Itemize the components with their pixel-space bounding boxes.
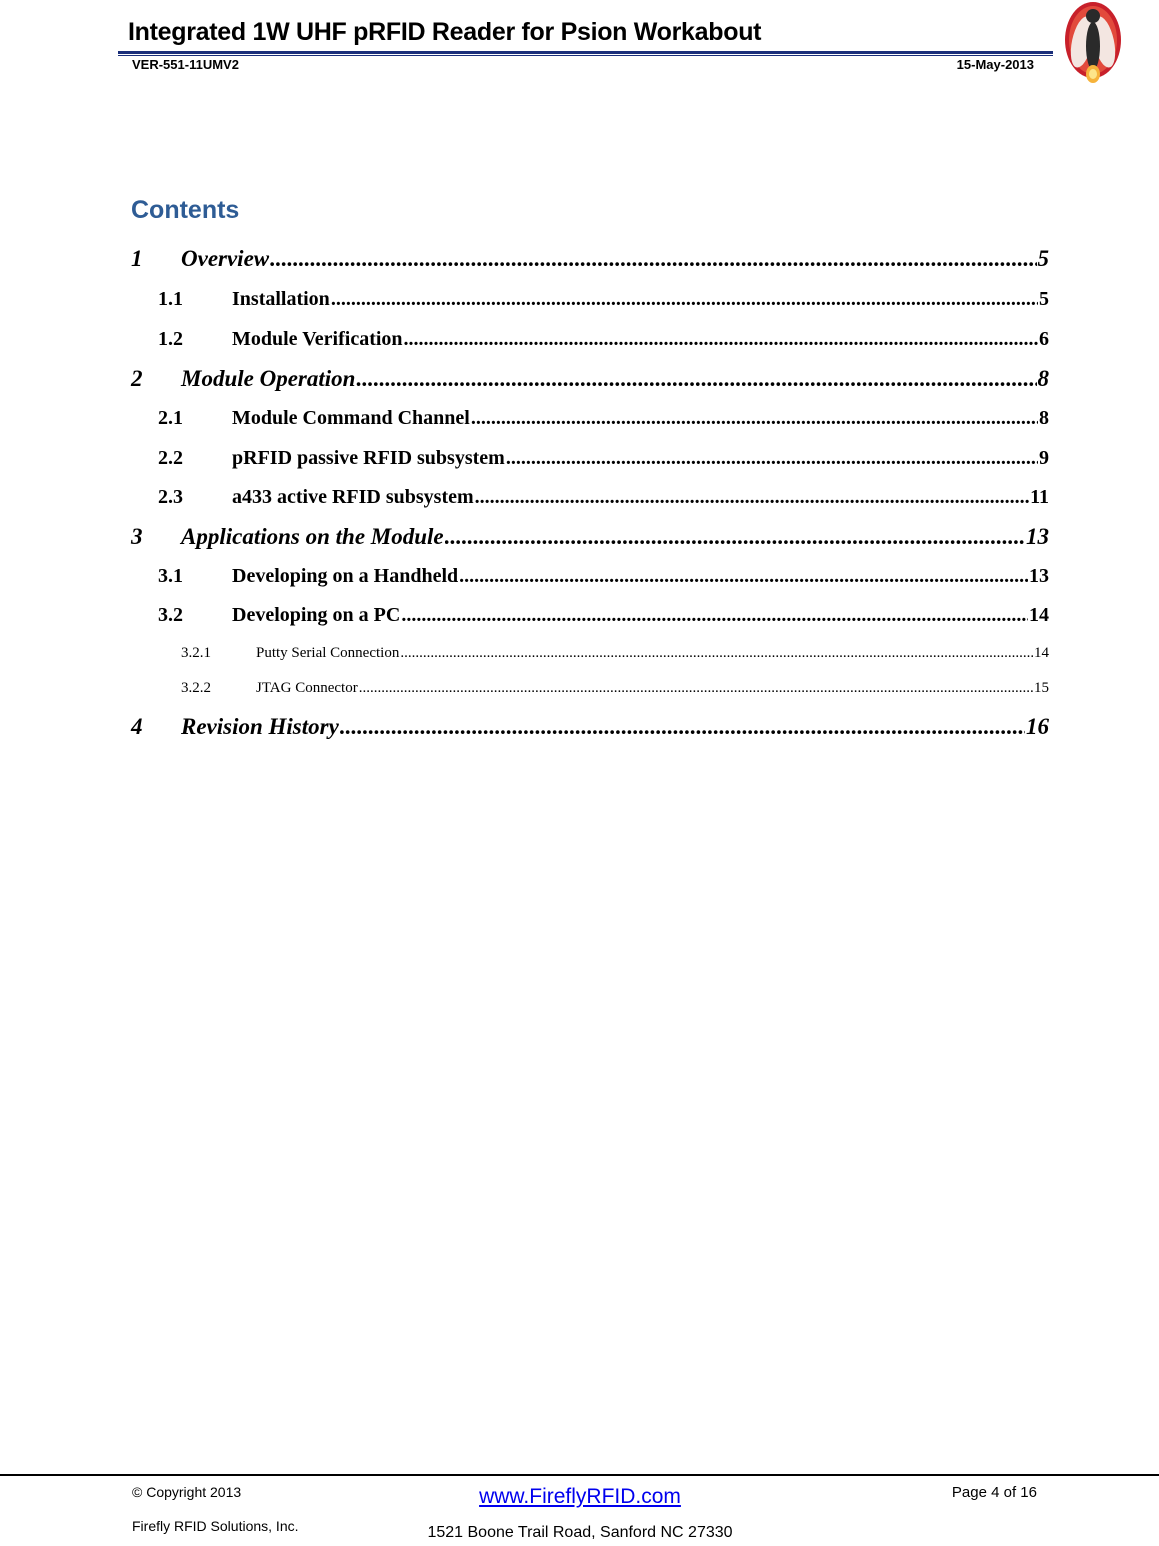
firefly-logo-icon	[1060, 0, 1126, 88]
toc-dot-leader	[404, 328, 1038, 351]
toc-entry[interactable]	[158, 447, 1049, 470]
toc-entry-number: 3.2.1	[181, 645, 211, 661]
toc-dot-leader	[475, 486, 1029, 509]
toc-entry-title: Module Verification	[232, 328, 403, 350]
footer-page-number: Page 4 of 16	[951, 1484, 1037, 1501]
toc-entry-title: a433 active RFID subsystem	[232, 486, 474, 508]
footer-company: Firefly RFID Solutions, Inc.	[132, 1518, 299, 1534]
toc-entry-number: 1.1	[158, 288, 183, 310]
toc-entry[interactable]	[158, 565, 1049, 588]
toc-entry-title: Module Command Channel	[232, 407, 470, 429]
toc-entry-number: 2.2	[158, 447, 183, 469]
toc-entry-title: Revision History	[181, 714, 339, 739]
toc-entry-page: 6	[1039, 328, 1049, 350]
toc-entry-number: 1	[131, 246, 143, 271]
toc-entry-number: 3	[131, 524, 143, 549]
document-title: Integrated 1W UHF pRFID Reader for Psion Workabout	[128, 18, 762, 46]
toc-entry-title: Overview	[181, 246, 270, 271]
toc-entry-page: 13	[1026, 524, 1049, 549]
toc-dot-leader	[356, 366, 1036, 392]
toc-entry-title: Applications on the Module	[181, 524, 444, 549]
toc-entry-number: 3.2.2	[181, 680, 211, 696]
toc-entry[interactable]	[181, 645, 1049, 662]
toc-entry[interactable]	[158, 486, 1049, 509]
toc-dot-leader	[340, 714, 1025, 740]
toc-dot-leader	[471, 407, 1038, 430]
document-version: VER-551-11UMV2	[132, 57, 239, 72]
footer-rule	[0, 1474, 1159, 1476]
document-date: 15-May-2013	[956, 57, 1034, 72]
toc-dot-leader	[359, 680, 1033, 697]
toc-entry[interactable]	[131, 524, 1049, 550]
toc-entry-title: Installation	[232, 288, 330, 310]
header-rule-thin	[118, 55, 1053, 56]
toc-entry[interactable]	[158, 407, 1049, 430]
toc-entry-page: 8	[1039, 407, 1049, 429]
toc-dot-leader	[331, 288, 1038, 311]
toc-entry-title: JTAG Connector	[256, 680, 358, 696]
toc-entry-page: 13	[1029, 565, 1049, 587]
toc-entry[interactable]	[158, 328, 1049, 351]
toc-entry[interactable]	[181, 680, 1049, 697]
toc-entry-page: 9	[1039, 447, 1049, 469]
toc-dot-leader	[445, 524, 1025, 550]
toc-entry-title: Developing on a PC	[232, 604, 401, 626]
toc-dot-leader	[400, 645, 1033, 662]
toc-entry[interactable]	[158, 604, 1049, 627]
toc-entry-title: pRFID passive RFID subsystem	[232, 447, 505, 469]
toc-entry-number: 3.1	[158, 565, 183, 587]
contents-heading: Contents	[131, 196, 240, 224]
header-rule	[118, 51, 1053, 54]
toc-entry-page: 14	[1029, 604, 1049, 626]
toc-entry-title: Putty Serial Connection	[256, 645, 400, 661]
toc-entry-page: 8	[1037, 366, 1049, 391]
toc-entry-title: Developing on a Handheld	[232, 565, 459, 587]
toc-entry[interactable]	[131, 714, 1049, 740]
toc-entry-page: 14	[1034, 645, 1049, 661]
toc-entry-page: 11	[1030, 486, 1049, 508]
toc-entry-page: 15	[1034, 680, 1049, 696]
toc-entry-page: 5	[1039, 288, 1049, 310]
footer-website-link[interactable]: www.FireflyRFID.com	[479, 1485, 681, 1508]
toc-dot-leader	[506, 447, 1038, 470]
toc-dot-leader	[270, 246, 1036, 272]
toc-entry[interactable]	[131, 246, 1049, 272]
toc-entry-number: 1.2	[158, 328, 183, 350]
toc-dot-leader	[401, 604, 1028, 627]
toc-entry-number: 3.2	[158, 604, 183, 626]
toc-dot-leader	[459, 565, 1028, 588]
toc-entry-page: 5	[1037, 246, 1049, 271]
toc-entry-number: 2.1	[158, 407, 183, 429]
toc-entry[interactable]	[158, 288, 1049, 311]
footer-copyright: © Copyright 2013	[132, 1484, 242, 1500]
toc-entry-number: 2.3	[158, 486, 183, 508]
toc-entry-title: Module Operation	[181, 366, 356, 391]
toc-entry-number: 4	[131, 714, 143, 739]
toc-entry[interactable]	[131, 366, 1049, 392]
footer-address: 1521 Boone Trail Road, Sanford NC 27330	[427, 1524, 733, 1541]
toc-entry-number: 2	[131, 366, 143, 391]
toc-entry-page: 16	[1026, 714, 1049, 739]
